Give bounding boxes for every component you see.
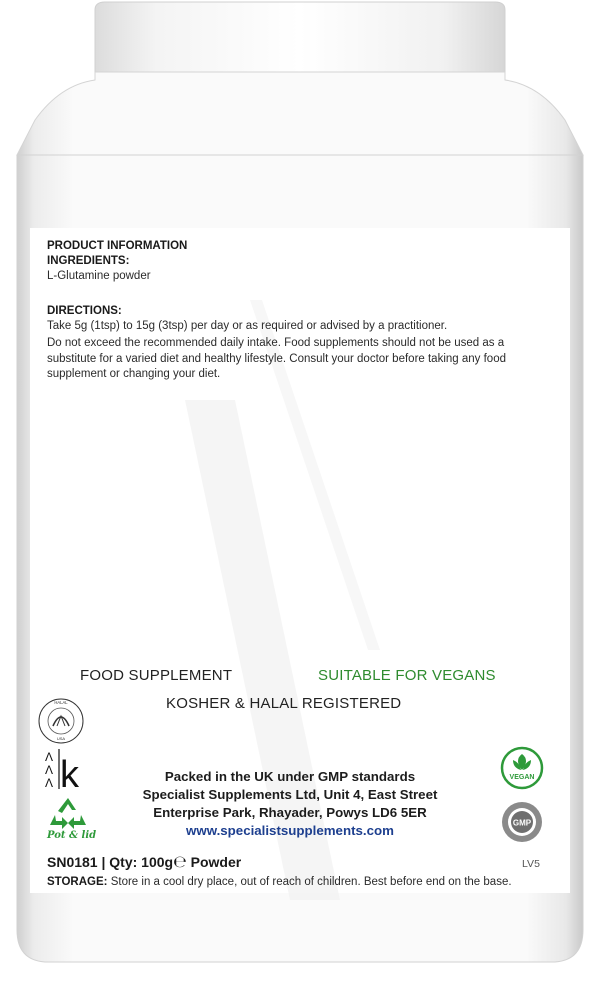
svg-text:HALAL: HALAL bbox=[54, 700, 68, 705]
lot-code: LV5 bbox=[522, 858, 540, 870]
vegan-leaf-icon bbox=[500, 746, 544, 790]
gmp-badge-text: GMP bbox=[512, 818, 532, 828]
gmp-seal-icon bbox=[500, 800, 544, 844]
storage-label: STORAGE: bbox=[47, 876, 108, 888]
kosher-halal-claim: KOSHER & HALAL REGISTERED bbox=[166, 695, 402, 712]
svg-text:USA: USA bbox=[56, 736, 66, 741]
svg-text:Λ: Λ bbox=[45, 763, 54, 777]
svg-text:Λ: Λ bbox=[45, 776, 54, 790]
recycle-icon bbox=[46, 795, 90, 831]
directions-heading: DIRECTIONS: bbox=[47, 305, 122, 317]
product-info-heading: PRODUCT INFORMATION bbox=[47, 240, 188, 252]
directions-dosage: Take 5g (1tsp) to 15g (3tsp) per day or as required or advised by a practitioner. bbox=[47, 320, 448, 332]
product-code-line bbox=[47, 852, 241, 871]
vegan-badge-text: VEGAN bbox=[509, 774, 535, 781]
company-address-line: Specialist Supplements Ltd, Unit 4, East Street bbox=[142, 787, 438, 802]
vegan-claim: SUITABLE FOR VEGANS bbox=[318, 667, 496, 684]
recycle-caption: Pot & lid bbox=[47, 830, 97, 841]
directions-warning: Do not exceed the recommended daily intake. Food supplements should not be used as a substitute for a varied diet and healthy lifestyle. Consult your doctor before taking any food supplement or changing your diet. bbox=[47, 337, 506, 380]
svg-text:Λ: Λ bbox=[45, 750, 54, 764]
company-location-line: Enterprise Park, Rhayader, Powys LD6 5ER bbox=[153, 805, 427, 820]
storage-text: Store in a cool dry place, out of reach of children. Best before end on the base. bbox=[110, 876, 512, 888]
svg-text:k: k bbox=[60, 754, 79, 793]
packed-in-line: Packed in the UK under GMP standards bbox=[164, 769, 416, 784]
product-form: Powder bbox=[190, 854, 242, 870]
storage-line bbox=[47, 876, 512, 888]
website-link[interactable]: www.specialistsupplements.com bbox=[186, 823, 394, 838]
estimated-sign: ℮ bbox=[173, 852, 187, 871]
ingredients-text: L-Glutamine powder bbox=[47, 270, 151, 282]
food-supplement-claim: FOOD SUPPLEMENT bbox=[80, 667, 233, 684]
kosher-k-icon bbox=[43, 745, 93, 793]
product-code-qty: SN0181 | Qty: 100g bbox=[47, 854, 174, 870]
ingredients-heading: INGREDIENTS: bbox=[47, 255, 130, 267]
halal-seal-icon bbox=[36, 696, 86, 746]
